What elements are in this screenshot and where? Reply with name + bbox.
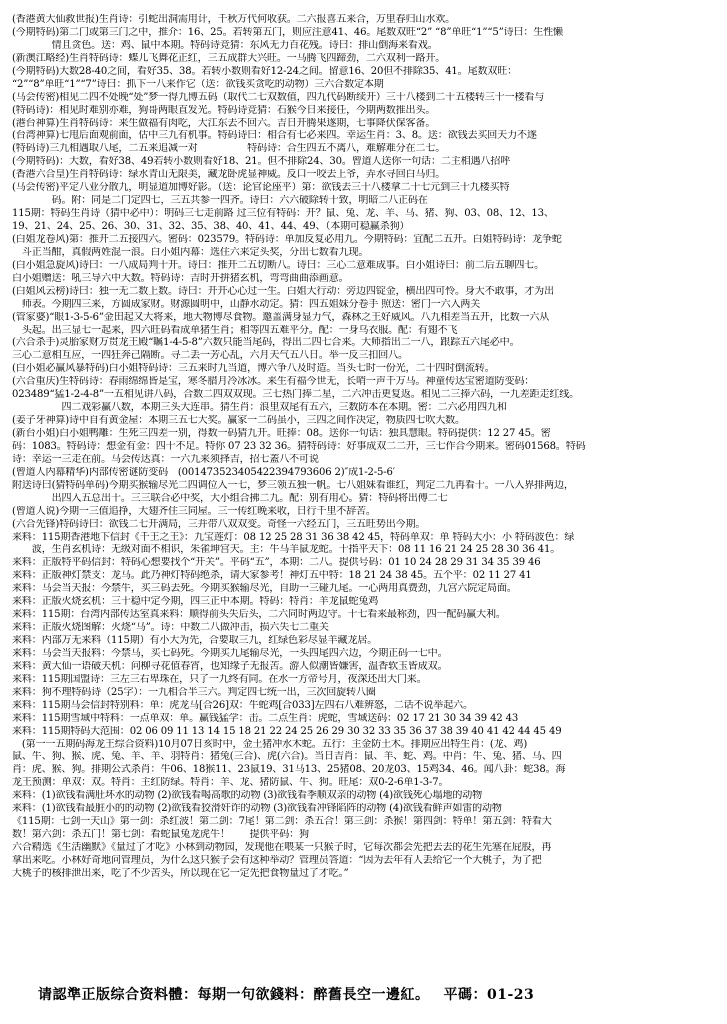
text-line: (新澳江略经)生肖特码诗：蝶儿飞舞花正红，三五成群大兴旺。一马腾飞四蹄劲，二六双利一路开。 [12,52,446,64]
footer-slogan: 请認準正版综合资料體：每期一句欲錢料：醉舊長空一邊紅。 [38,987,430,1003]
text-line: “2”“8”单旺“1”“7”诗曰：抓下一八来作它（送：欲钱买贪吃的动物）三六合数定本期 [12,78,384,90]
footer-bar [38,984,718,1010]
text-line: (台湾神算)七甩后面观前面，估中三九有机事。特码诗曰：相合有七必来四。幸运生肖：3、8。送：欲钱去买回天力不遂 [12,130,537,142]
text-line: 肖：虎、猴、狗。排期公式杀肖：牛06、18猴11、23鼠19、31马13、25猪08、20龙03、15鸡34、46。闻八卦：蛇38。海 [12,764,566,776]
text-line: 师表。今期四三来，方圆成家财。财源圆明中，山静水动定。猜：四五姐妹分卷手 照送：密门一六入两关 [12,298,481,310]
text-line: 来料：马会当天报：今禁牛，买三码去死。今期买猴输尽光，自助一三碰九尾。一心两用真费劲，九宫六院定局面。 [12,583,517,595]
text-line: 来料：马会当天报料：今禁马，买七码死。今期买九尾输尽光，一头四尾四六边，今期正码一七中。 [12,647,448,659]
text-line: 来料：(1)欲钱看最脏小的的动物 (2)欲钱看狡滑奸诈的动物 (3)欲钱看冲锋陷阵的动物 (4)欲钱看鲜声如雷的动物 [12,803,502,815]
text-line: 大桃子的核排泄出来，吃了不少苦头，所以现在它一定先把食物量过了才吃。” [12,867,349,879]
text-line: (曾道人内幕精华)内部传密谜防变码 (001473523405422394793606 2)″成1-2-5-6′ [12,466,395,478]
text-line: 码。附：同是二门定四七，三五共参一四齐。诗曰：六六破除转十致，明暗二八正码在 [12,195,428,207]
lottery-info-sheet [12,14,715,969]
text-line: (香港六合皇)生肖特码诗：绿水青山无限美，藏龙卧虎显神威。反口一咬去上爷，弄水寻回白马归。 [12,169,446,181]
text-line: (管家婆)“眼1-3-5-6”金田起又大将来，地大物博尽食物。邀盖满身显力气，森林之王好威风。八九相差当五开，比数一六从 [12,311,550,323]
text-line: 115期：特码生肖诗（猜中必中）：明码三七走前路 过三位有特码：开？鼠、兔、龙、羊、马、猪、狗、03、08、12、13、 [12,208,554,220]
text-line: 四二戏彩赢八数，本期三头大连串。猜生肖：浪里双尾有五六，三数防本在本期。密：二六必用四九和 [12,402,507,414]
text-line: 来料：正版火烧玄机：三十稳中定今期，四三正中本期。特码：特肖：羊龙鼠蛇兔鸡 [12,596,379,608]
text-line: (白姐风云榜)诗曰：独一无二数上数。诗曰：开开心心过一生。白姐大行动：旁边四锭金，横出四可怜。身大不敢事，才为出 [12,285,554,297]
text-line: 波，生肖玄机诗：无级对面不相识，朱雀坤宫天。主：牛马羊鼠龙蛇。十指平天下：08 11 16 21 24 25 28 30 36 41。 [12,544,561,556]
text-line: (白小姐急旋风)诗曰：一八成局判十开。诗曰：推开二五切断八。诗曰：三心二意难成事。白小姐诗曰：前二后五聊四七。 [12,259,545,271]
text-line: 斗正当酣，真假两姓混一浪。白小姐内幕：选住六来定头奖，分出七数看九现。 [12,246,369,258]
text-line: (白姐龙卷风)第：推开二五接四六。密码：023579。特码诗：单加反复必用九。今期特码：宜配二五开。白姐特码诗：龙争蛇 [12,233,562,245]
text-line: 三心二意相互应，一四狂奔己隔断。寻二丢一芳心乱，六月天气五八日。举一反三扣回八。 [12,350,408,362]
text-line: (今期特码)：大数，看好38、49若转小数则看好18、21。但不排除24、30。曾道人送你一句话：二主相遇八招呼 [12,156,511,168]
text-line: (今期特码)大数28-40之间，看好35、38。若转小数则看好12-24之间。留意16、20但不排除35、41。尾数双旺： [12,65,518,77]
text-line: 六合精选《生活幽默》《量过了才吃》小林到动物园，发现他在喂某一只猴子时，它每次都会先把去去的花生先塞在屁股，再 [12,842,552,853]
text-line: 19、21、24、25、26、30、31、32、35、38、40、41、44、49、（本期可稳赢杀狗） [12,221,410,232]
text-line: (新台小姐)白小姐鸭雕：生死三四差一别，得数一码猜九开。旺捧：08。送你一句话：独具慧眼。特码提供：12 27 45。密 [12,428,551,439]
text-line: 头起。出三显七一起来，四六旺码看成单猪生肖；相等四五难平分。配：一身乌衣服。配：有翅不飞 [12,324,458,336]
text-line: 白小姐赠送：吼三导六中大数。特码诗：吉时开拼猪玄机，弯弯曲曲添画意。 [12,272,349,284]
text-line: 码：1083。特码诗：想金有金：四十不足。特你 07 23 32 36。猜特码诗：好事成双二二开，三七作合今期来。密码01568。特码 [12,440,586,452]
text-line: (六合杀手)灵胎家财万贯龙王殿“瞩1-4-5-8”六数只能当尾码，得出二四七合来。大师指出二一八，跟踪五六尾必中。 [12,337,520,349]
text-line: 来料：正版火烧图解：火烧“马”。诗：中数二八做冲击，损六失七二重关 [12,622,329,634]
text-line: 情且贪色。送：鸡、鼠中本期。特码诗竞猜：东风无力百花残。诗曰：排山倒海来看戏。 [12,39,438,51]
text-line: 来料：狗不理特码诗（25字）：一九相合半三六。判定四七统一出，三次回旋转八圈 [12,686,376,698]
text-line: 鼠、牛、狗、猴、虎、兔、羊、羊、羽特肖：猪兔(三合)、虎(六合)。当日吉肖：鼠、羊、蛇、鸡。中肖：牛、兔、猪、马、四 [12,751,562,763]
text-line: 来料：黄大仙一语破天机：问柳寻花值春宵，也知缘子无报苦。游人似潮皆嫌害，温香软玉皆成双。 [12,660,448,672]
text-line: (白小姐必赢风暴特码)白小姐特码诗：三五来时九当道，博六争八及时造。当头七时一份光，二十四时倒流转。 [12,363,495,375]
text-body [12,14,715,881]
text-line: (今期特码)第二门或第三门之中，推介：16、25。若转第五门，则应注意41、46。尾数双旺“2” “8”单旺“1”“5”诗曰：生性懒 [12,26,563,38]
text-line: 来料：内部万无来料（115期）有小大为先，合要取三九，红绿色彩尽显羊藏龙居。 [12,635,378,646]
text-line: 023489“猛1-2-4-8”一五相见讲八码，合数二四双双现。三七热门捧二星，二六冲击更复返。相见二三捧六码，一九差距走红线。 [12,389,580,401]
text-line: 龙王预测：单双：双。特肖：主红防绿。特肖：羊、龙、猪防鼠、牛、狗。旺尾：双0-2-6单1-3-7。 [12,777,449,789]
text-line: 来料：正版神灯禁支：龙马。此乃神灯特码绝杀，请大家参考！神灯五中特：18 21 24 38 45。五个平：02 11 27 41 [12,570,532,582]
text-line: (香港黄大仙救世报)生肖诗：引蛇出洞需用计，千秋万代何收获。二六报喜五来合，万里春归山水欢。 [12,14,456,25]
text-line: 来料：正版特平码信封：特码心想要找个“开关”。平码“五”，本期：二八。提供号码：01 10 24 28 29 31 34 35 39 46 [12,557,541,569]
text-line: 《115期：七剑一天山》第一剑：杀红波！第二剑：7尾！第二剑：杀五合！第三剑：杀猴！第四剑：特单！第五剑：特看大 [12,816,552,828]
text-line: (曾道人说)今期一三值追挣，大翅齐住三同屋。三一传红晚来收，日行千里不辞苦。 [12,505,376,517]
text-line: 附送诗曰(猜特码单码)今期买猴输尽光二四调位入一七，梦三领五独一帆。七八姐妹看谁红，判定二九再看十。一八入界排两边， [12,479,574,491]
text-line: 来料：115期：台湾内部传达室真来料：顺得前头失后头，二六同时两边守。十七看来最称劲，四一配码赢大利。 [12,609,506,621]
text-line: (姜子牙神算)诗中自有黄金屋：本期三五七大奖。赢家一二码虽小，三四之间作决定，物质四七吹大数。 [12,415,465,427]
footer-code: 平碼：01-23 [443,987,535,1003]
text-line: 来料：115期香港地下信封《千王之王》：九宝莲灯：08 12 25 28 31 36 38 42 45，特码单双：单 特码大小：小 特码波色：绿 [12,531,575,543]
text-line: 数！第六剑：杀五门！第七剑：看蛇鼠兔龙虎牛！ 提供平码：狗 [12,829,309,841]
text-line: (第一一五期码海龙王综合资料)10月07日亥时中，金土猪冲水木蛇。五行：主金防土木。排期应出特生肖：(龙、鸡) [12,738,528,750]
text-line: 出四入五总出十。三三联合必中奖，大小组合拂二九。配：别有用心。猜：特码将出傅二七 [12,492,448,504]
text-line: 来料：115期国盟诗：三左三右卑珠在，只了一九终有同。在水一方帝号月，夜深还出大门来。 [12,673,427,685]
text-line: (马会传密)相见二四不处晚“处”梦一得九博五码（取代二七双数值，四九代码断续开）三十八楼到二十五楼转三十一楼看与 [12,91,545,103]
text-line: 拿出来吃。小林好奇地问管理员，为什么这只猴子会有这种举动？管理员答道：“因为去年有人丢给它一个大桃子，为了把 [12,854,542,866]
text-line: (马会传密)平定八业分散九，明显道加博好影。（送：论官论座平）第：欲钱去三十八楼拿二十七元到三十九楼买特 [12,182,510,194]
text-line: 来料：115期马会信封特别料：单：虎龙马[合26]双：牛蛇鸡[合033]左四右八难辨怒，二话不说举起六。 [12,699,473,711]
text-line: (特码诗)：相见时难别亦难，狗哥两眼直发光。特码诗竞猜：石猴今日来接任，今期两数推出头。 [12,104,436,116]
text-line: (六合重庆)生特码诗：春雨绵绵皆是宝，寒冬腊月冷冰冰。来生有福今世无，长哨一声千万马。神童传达宝密道防变码： [12,376,535,388]
text-line: (特码诗)三九相遇取八尾，二五来追减一对 特码诗：合生四五不离八，难解难分在二七。 [12,143,446,155]
text-line: (六合先锋)特码诗曰：欲钱二七开满局，三并带八双双变。奇怪一六经五门，三五旺势出今期。 [12,518,426,530]
text-line: 来料：(1)欲钱看满肚坏水的动物 (2)欲钱看喝高歌的动物 (3)欲钱看季顺双亲的动物 (4)欲钱死心塌地的动物 [12,790,483,802]
text-line: 诗：幸运一三走在前。马会传达真：一六九来须择吉，招七蓋八不可说 [12,453,319,465]
text-line: (港台神算)生肖特码诗：来生做福有肉吃，大江东去不回六。吉日开腾果遂期，七事降伏保客备。 [12,117,436,129]
text-line: 来料：115期雪域中特料：一点单双：单。赢钱猛学：击。二点生肖：虎蛇，雪域送码：02 17 21 30 34 39 42 43 [12,712,519,724]
text-line: 来料：115期特码大范围：02 06 09 11 13 14 15 18 21 22 24 25 26 29 30 32 33 35 36 37 38 39 40 41 42 44 45 49 [12,725,562,737]
